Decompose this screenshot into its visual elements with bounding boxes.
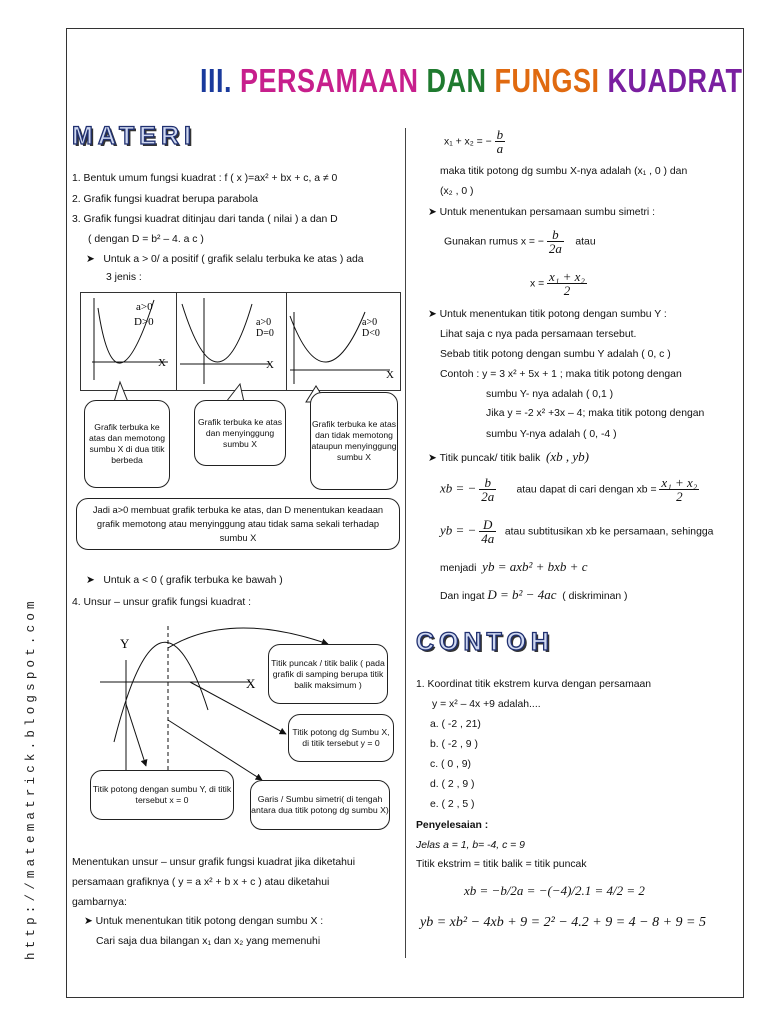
- contoh-heading: CONTOH: [416, 628, 554, 656]
- contoh-line-1: Contoh : y = 3 x² + 5x + 1 ; maka titik potong dengan: [440, 369, 682, 380]
- graph-box-1: [81, 293, 177, 391]
- graph3-label-d: D<0: [362, 328, 380, 339]
- graph1-label-a: a>0: [136, 301, 153, 313]
- bullet-x-intercept: ➤ Untuk menentukan titik potong dengan sumbu X :: [84, 916, 324, 927]
- bullet-x-intercept-cont: Cari saja dua bilangan x₁ dan x₂ yang memenuhi: [96, 936, 321, 947]
- bullet-a-positive-cont: 3 jenis :: [106, 272, 142, 283]
- axis-x-label: X: [246, 676, 256, 691]
- sum-roots-formula: x₁ + x₂ = − $\frac{b}{a}$: [444, 127, 504, 156]
- callout-y-intercept: Titik potong dengan sumbu Y, di titik tersebut x = 0: [90, 770, 234, 820]
- item-2: 2. Grafik fungsi kuadrat berupa parabola: [72, 194, 258, 205]
- callout-vertex: Titik puncak / titik balik ( pada grafik di samping berupa titik balik maksimum ): [268, 644, 388, 704]
- symmetry-average-formula: x = $\frac{\text{x₁ + x₂}}{2}$: [530, 269, 585, 298]
- sebab-line: Sebab titik potong dengan sumbu Y adalah ( 0, c ): [440, 349, 671, 360]
- symmetry-formula: Gunakan rumus x = − $\frac{b}{2a}$ atau: [444, 227, 596, 256]
- bullet-vertex: ➤ Titik puncak/ titik balik (xb , yb): [428, 449, 589, 464]
- axis-y-label: Y: [120, 636, 130, 651]
- dan-ingat-line: Dan ingat D = b² − 4ac ( diskriminan ): [440, 587, 628, 602]
- para-line-3: gambarnya:: [72, 897, 127, 908]
- x-intercepts-line: maka titik potong dg sumbu X-nya adalah (x₁ , 0 ) dan: [440, 166, 688, 177]
- bullet-symmetry: ➤ Untuk menentukan persamaan sumbu simetri :: [428, 207, 656, 218]
- titik-ekstrim-line: Titik ekstrim = titik balik = titik puncak: [416, 859, 587, 870]
- page-title: III. PERSAMAAN DAN FUNGSI KUADRAT: [200, 62, 743, 100]
- option-c: c. ( 0 , 9): [430, 759, 471, 770]
- parabola-one-root: [182, 304, 252, 362]
- contoh-line-2b: sumbu Y-nya adalah ( 0, -4 ): [486, 429, 617, 440]
- jelas-line: Jelas a = 1, b= -4, c = 9: [416, 840, 525, 851]
- arrow-y-intercept: [126, 704, 146, 766]
- bullet-y-intercept: ➤ Untuk menentukan titik potong dengan sumbu Y :: [428, 309, 667, 320]
- graph1-label-d: D>0: [134, 316, 154, 328]
- solution-xb: xb = −b/2a = −(−4)/2.1 = 4/2 = 2: [464, 883, 645, 898]
- item-4: 4. Unsur – unsur grafik fungsi kuadrat :: [72, 597, 252, 608]
- lihat-c: Lihat saja c nya pada persamaan tersebut.: [440, 329, 637, 340]
- para-line-1: Menentukan unsur – unsur grafik fungsi kuadrat jika diketahui: [72, 857, 356, 868]
- bullet-a-negative: ➤ Untuk a < 0 ( grafik terbuka ke bawah ): [86, 575, 283, 586]
- parabola-no-root: [290, 312, 365, 362]
- option-b: b. ( -2 , 9 ): [430, 739, 478, 750]
- note-box: Jadi a>0 membuat grafik terbuka ke atas, dan D menentukan keadaan grafik memotong atau menyinggung atau tidak sama sekali terhadap sumbu X: [76, 498, 400, 550]
- option-d: d. ( 2 , 9 ): [430, 779, 475, 790]
- menjadi-line: menjadi yb = axb² + bxb + c: [440, 559, 588, 574]
- option-a: a. ( -2 , 21): [430, 719, 481, 730]
- materi-heading: MATERI: [72, 122, 196, 150]
- parabola-types-figure: [80, 292, 402, 392]
- yb-formula: yb = − $\frac{D}{4a}$ atau subtitusikan xb ke persamaan, sehingga: [440, 517, 714, 546]
- graph3-label-a: a>0: [362, 317, 378, 328]
- item-3: 3. Grafik fungsi kuadrat ditinjau dari tanda ( nilai ) a dan D: [72, 214, 338, 225]
- xb-formula: xb = − $\frac{b}{2a}$ atau dapat di cari dengan xb = $\frac{\text{x₁ + x₂}}{2}$: [440, 475, 698, 504]
- bubble-two-roots: Grafik terbuka ke atas dan memotong sumbu X di dua titik berbeda: [84, 400, 170, 488]
- downward-parabola: [114, 642, 208, 742]
- question-1: 1. Koordinat titik ekstrem kurva dengan persamaan: [416, 679, 652, 690]
- item-3-discriminant: ( dengan D = b² – 4. a c ): [88, 234, 204, 245]
- graph1-axis-x: X: [158, 357, 166, 369]
- blog-url: http://matematrick.blogspot.com: [24, 597, 38, 960]
- contoh-line-2: Jika y = -2 x² +3x – 4; maka titik potong dengan: [486, 408, 705, 419]
- callout-x-intercept: Titik potong dg Sumbu X, di titik tersebut y = 0: [288, 714, 394, 762]
- graph2-label-d: D=0: [256, 328, 274, 339]
- column-divider: [405, 128, 406, 958]
- graph2-label-a: a>0: [256, 317, 272, 328]
- x-intercepts-line-2: (x₂ , 0 ): [440, 186, 474, 197]
- graph3-axis-x: X: [386, 369, 394, 381]
- graph2-axis-x: X: [266, 359, 274, 371]
- graph-box-3: [287, 293, 401, 391]
- option-e: e. ( 2 , 5 ): [430, 799, 475, 810]
- item-1: 1. Bentuk umum fungsi kuadrat : f ( x )=ax² + bx + c, a ≠ 0: [72, 173, 338, 184]
- contoh-line-1b: sumbu Y- nya adalah ( 0,1 ): [486, 389, 614, 400]
- bullet-a-positive: ➤ Untuk a > 0/ a positif ( grafik selalu terbuka ke atas ) ada: [86, 254, 364, 265]
- bubble-one-root: Grafik terbuka ke atas dan menyinggung sumbu X: [194, 400, 286, 466]
- para-line-2: persamaan grafiknya ( y = a x² + b x + c ) atau diketahui: [72, 877, 330, 888]
- penyelesaian-label: Penyelesaian :: [416, 820, 489, 831]
- bubble-no-root: Grafik terbuka ke atas dan tidak memotong ataupun menyinggung sumbu X: [310, 392, 398, 490]
- solution-yb: yb = xb² − 4xb + 9 = 2² − 4.2 + 9 = 4 − 8 + 9 = 5: [420, 915, 707, 930]
- question-1-eq: y = x² – 4x +9 adalah....: [432, 699, 541, 710]
- callout-symmetry: Garis / Sumbu simetri( di tengah antara dua titik potong dg sumbu X): [250, 780, 390, 830]
- graph-box-2: [177, 293, 287, 391]
